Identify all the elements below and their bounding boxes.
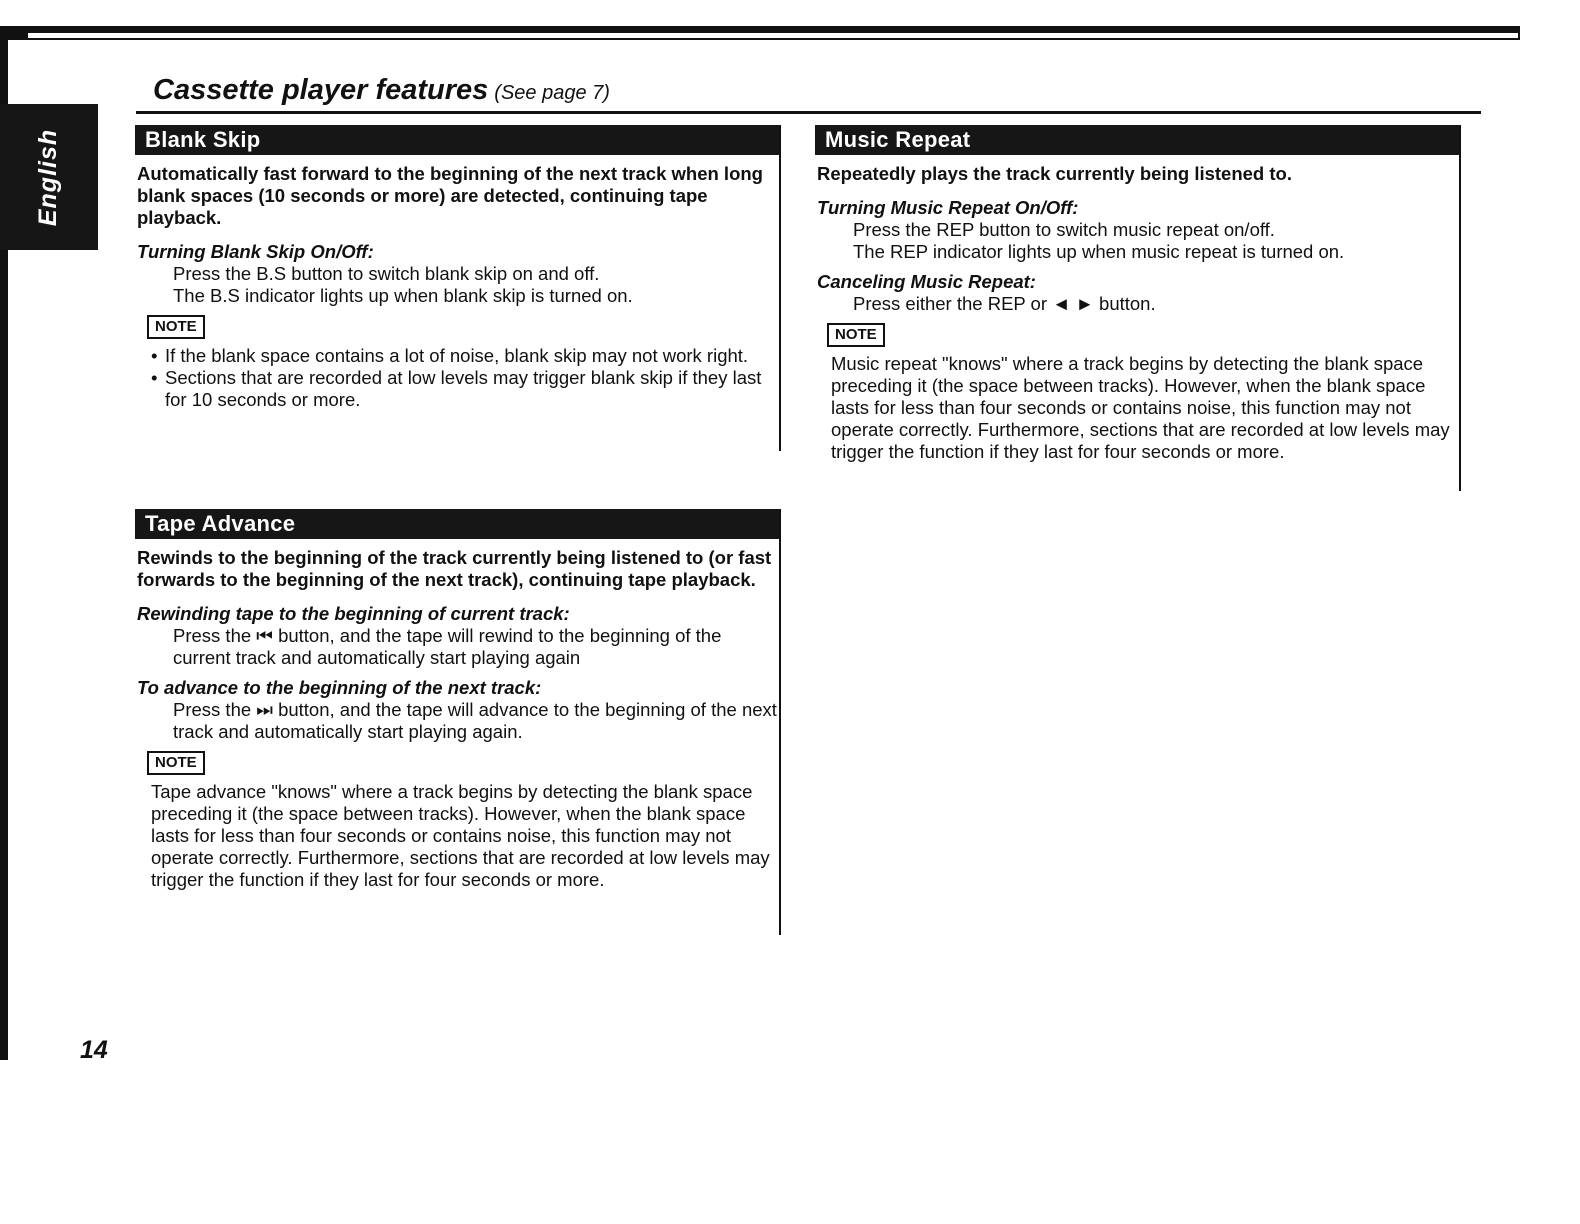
top-border-gap xyxy=(28,33,1518,38)
tape-advance-subheading-rewind: Rewinding tape to the beginning of current track: xyxy=(137,603,570,624)
music-repeat-heading: Music Repeat xyxy=(815,125,1460,155)
tape-advance-subheading-advance: To advance to the beginning of the next track: xyxy=(137,677,542,698)
blank-skip-line: Press the B.S button to switch blank skip on and off. xyxy=(173,263,600,284)
column-divider xyxy=(779,125,781,451)
language-label: English xyxy=(34,128,63,226)
page-number: 14 xyxy=(80,1036,108,1064)
music-repeat-subheading-cancel: Canceling Music Repeat: xyxy=(817,271,1036,292)
music-repeat-line: Press the REP button to switch music repeat on/off. xyxy=(853,219,1275,240)
tape-advance-lead: Rewinds to the beginning of the track currently being listened to (or fast forwards to the beginning of the next track), continuing tape playback. xyxy=(137,547,772,590)
column-divider xyxy=(779,509,781,935)
music-repeat-subheading-toggle: Turning Music Repeat On/Off: xyxy=(817,197,1079,218)
blank-skip-lead: Automatically fast forward to the beginning of the next track when long blank spaces (10 seconds or more) are detected, continuing tape playback. xyxy=(137,163,763,228)
note-badge: NOTE xyxy=(827,323,885,347)
page-title-reference: (See page 7) xyxy=(494,82,610,104)
tape-advance-heading: Tape Advance xyxy=(135,509,780,539)
note-badge: NOTE xyxy=(147,751,205,775)
music-repeat-cancel-text: Press either the REP or ◄ ► button. xyxy=(853,293,1156,314)
blank-skip-line: The B.S indicator lights up when blank skip is turned on. xyxy=(173,285,633,306)
language-tab xyxy=(0,104,98,250)
page-title-text: Cassette player features xyxy=(153,74,489,106)
tape-advance-advance-text: Press the ⏭ button, and the tape will advance to the beginning of the next track and automatically start playing again. xyxy=(173,699,777,742)
tape-advance-rewind-text: Press the ⏮ button, and the tape will rewind to the beginning of the current track and automatically start playing again xyxy=(173,625,722,668)
column-divider xyxy=(1459,125,1461,491)
blank-skip-subheading: Turning Blank Skip On/Off: xyxy=(137,241,374,262)
music-repeat-line: The REP indicator lights up when music repeat is turned on. xyxy=(853,241,1345,262)
tape-advance-note: Tape advance "knows" where a track begins by detecting the blank space preceding it (the space between tracks). However, when the blank space lasts for less than four seconds or contains noise, this function may not operate correctly. Furthermore, sections that are recorded at low levels may trigger the function if they last for four seconds or more. xyxy=(151,781,770,890)
music-repeat-lead: Repeatedly plays the track currently being listened to. xyxy=(817,163,1292,184)
list-item: • If the blank space contains a lot of noise, blank skip may not work right. xyxy=(151,345,780,367)
tape-advance-section xyxy=(135,509,780,891)
blank-skip-heading: Blank Skip xyxy=(135,125,780,155)
blank-skip-section xyxy=(135,125,780,411)
list-item: • Sections that are recorded at low levels may trigger blank skip if they last for 10 seconds or more. xyxy=(151,367,780,411)
music-repeat-section xyxy=(815,125,1460,463)
blank-skip-notes xyxy=(137,345,780,411)
music-repeat-note: Music repeat "knows" where a track begins by detecting the blank space preceding it (the space between tracks). However, when the blank space lasts for less than four seconds or contains noise, this function may not operate correctly. Furthermore, sections that are recorded at low levels may trigger the function if they last for four seconds or more. xyxy=(831,353,1450,462)
title-rule xyxy=(136,111,1481,114)
page-title xyxy=(153,74,1483,107)
note-badge: NOTE xyxy=(147,315,205,339)
